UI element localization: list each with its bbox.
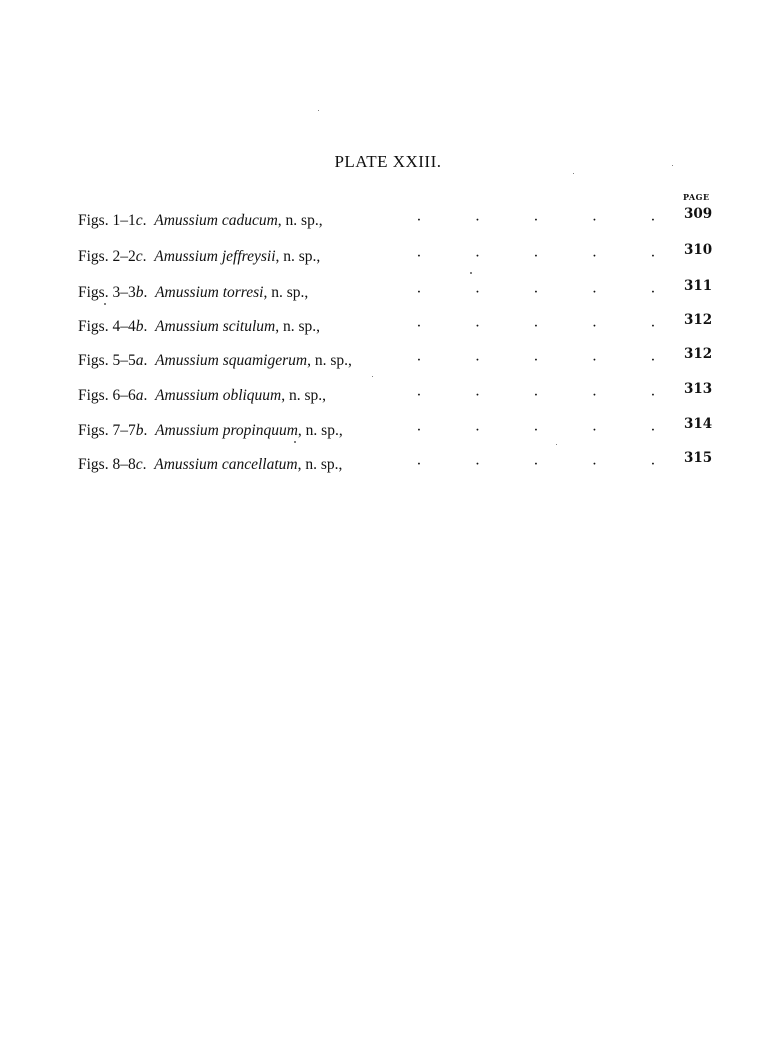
species-name: Amussium scitulum (155, 318, 276, 335)
dot-leaders: · · · · · (416, 387, 656, 404)
page-number: 313 (684, 381, 713, 397)
species-name: Amussium obliquum (155, 387, 282, 404)
page-number: 310 (684, 242, 713, 258)
list-item (78, 206, 718, 236)
figure-reference: Figs. 4–4b. Amussium scitulum, n. sp., (78, 318, 321, 335)
scan-speck (573, 173, 574, 174)
species-name: Amussium jeffreysii (154, 248, 276, 265)
species-suffix: , n. sp., (277, 212, 323, 229)
list-item (78, 381, 718, 411)
species-name: Amussium cancellatum (154, 456, 298, 473)
species-suffix: , n. sp., (263, 284, 309, 301)
figure-range: Figs. 4–4 (78, 318, 136, 335)
figure-range: Figs. 2–2 (78, 248, 136, 265)
plate-title: PLATE XXIII. (334, 152, 442, 171)
dot-leaders: · · · · · (416, 352, 656, 369)
dot-leaders: · · · · · (416, 212, 656, 229)
figure-letter: c (135, 456, 143, 473)
figure-letter: a (135, 387, 144, 404)
list-item (78, 450, 718, 480)
figure-range: Figs. 8–8 (78, 456, 136, 473)
scan-speck (294, 441, 296, 443)
dot-leaders: · · · · · (416, 456, 656, 473)
figure-letter: b (135, 422, 144, 439)
species-suffix: , n. sp., (297, 422, 343, 439)
scan-speck (318, 110, 319, 111)
dot-leaders: · · · · · (416, 422, 656, 439)
page-number: 309 (684, 206, 713, 222)
figure-letter: b (135, 284, 144, 301)
figure-range: Figs. 3–3 (78, 284, 136, 301)
scan-speck (672, 165, 673, 166)
species-name: Amussium caducum (154, 212, 278, 229)
figure-reference: Figs. 2–2c. Amussium jeffreysii, n. sp., (78, 248, 321, 265)
figure-letter: c (135, 248, 143, 265)
figure-range: Figs. 6–6 (78, 387, 136, 404)
page-number: 314 (684, 416, 713, 432)
figure-range: Figs. 7–7 (78, 422, 136, 439)
dot-leaders: · · · · · (416, 318, 656, 335)
figure-reference: Figs. 1–1c. Amussium caducum, n. sp., (78, 212, 323, 229)
figure-letter: c (135, 212, 143, 229)
figure-reference: Figs. 5–5a. Amussium squamigerum, n. sp., (78, 352, 352, 369)
dot-leaders: · · · · · (416, 248, 656, 265)
page-number: 315 (684, 450, 713, 466)
species-name: Amussium propinquum (155, 422, 298, 439)
dot-leaders: · · · · · (416, 284, 656, 301)
list-item (78, 312, 718, 342)
page-number: 312 (684, 346, 713, 362)
species-suffix: , n. sp., (297, 456, 343, 473)
species-suffix: , n. sp., (275, 318, 321, 335)
figure-reference: Figs. 3–3b. Amussium torresi, n. sp., (78, 284, 309, 301)
figure-range: Figs. 5–5 (78, 352, 136, 369)
figure-reference: Figs. 7–7b. Amussium propinquum, n. sp., (78, 422, 343, 439)
page-number: 311 (684, 278, 713, 294)
species-suffix: , n. sp., (307, 352, 352, 369)
scan-speck (372, 376, 373, 377)
scan-speck (470, 272, 472, 274)
list-item (78, 346, 718, 376)
scan-speck (556, 444, 557, 445)
species-suffix: , n. sp., (281, 387, 327, 404)
figure-letter: b (135, 318, 144, 335)
species-name: Amussium squamigerum (155, 352, 308, 369)
figure-range: Figs. 1–1 (78, 212, 136, 229)
figure-reference: Figs. 6–6a. Amussium obliquum, n. sp., (78, 387, 327, 404)
page-column-header: PAGE (683, 192, 710, 202)
page-number: 312 (684, 312, 713, 328)
scan-speck (104, 303, 106, 305)
figure-letter: a (135, 352, 144, 369)
list-item (78, 416, 718, 446)
species-suffix: , n. sp., (275, 248, 321, 265)
list-item (78, 242, 718, 272)
list-item (78, 278, 718, 308)
figure-reference: Figs. 8–8c. Amussium cancellatum, n. sp., (78, 456, 343, 473)
species-name: Amussium torresi (155, 284, 264, 301)
